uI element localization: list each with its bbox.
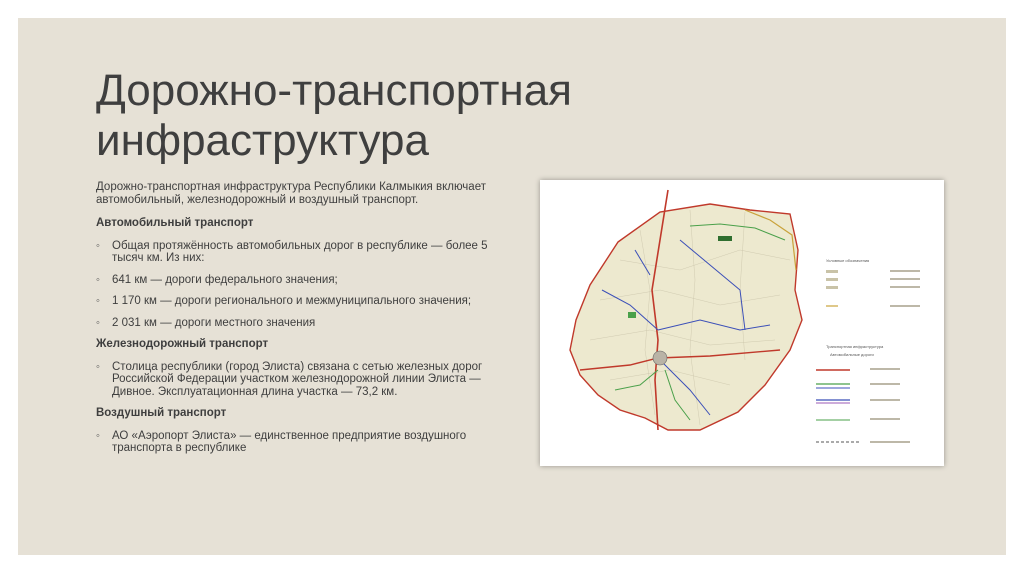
transport-map [540, 180, 944, 466]
rail-list [96, 361, 496, 399]
forest-patch [628, 312, 636, 318]
city-marker [653, 351, 667, 365]
region-area [570, 204, 802, 430]
legend-title: Условные обозначения [826, 258, 870, 263]
slide-body [96, 181, 496, 464]
transport-map-image [540, 180, 944, 466]
list-item: ◦ АО «Аэропорт Элиста» — единственное предприятие воздушного транспорта в республике [96, 430, 496, 455]
forest-patch [718, 236, 732, 241]
list-item: ◦ 641 км — дороги федерального значения; [96, 274, 496, 287]
section-heading-air: Воздушный транспорт [96, 407, 227, 419]
section-heading-rail: Железнодорожный транспорт [96, 338, 269, 350]
list-item: ◦ Столица республики (город Элиста) связана с сетью железных дорог Российской Федерации участком железнодорожной линии Элиста — Дивное. Эксплуатационная длина участка — 73,2 км. [96, 361, 496, 399]
road-list [96, 240, 496, 330]
air-list [96, 430, 496, 455]
map-legend [816, 258, 920, 443]
list-item: ◦ 1 170 км — дороги регионального и межмуниципального значения; [96, 295, 496, 308]
legend-title-2: Транспортная инфраструктура [826, 344, 884, 349]
intro-text: Дорожно-транспортная инфраструктура Республики Калмыкия включает автомобильный, железнодорожный и воздушный транспорт. [96, 181, 486, 206]
list-item: ◦ 2 031 км — дороги местного значения [96, 317, 496, 330]
list-item: ◦ Общая протяжённость автомобильных дорог в республике — более 5 тысяч км. Из них: [96, 240, 496, 265]
legend-subtitle: Автомобильные дороги [830, 352, 874, 357]
slide-title: Дорожно-транспортная инфраструктура [96, 66, 573, 165]
section-heading-road: Автомобильный транспорт [96, 217, 254, 229]
slide [18, 18, 1006, 555]
